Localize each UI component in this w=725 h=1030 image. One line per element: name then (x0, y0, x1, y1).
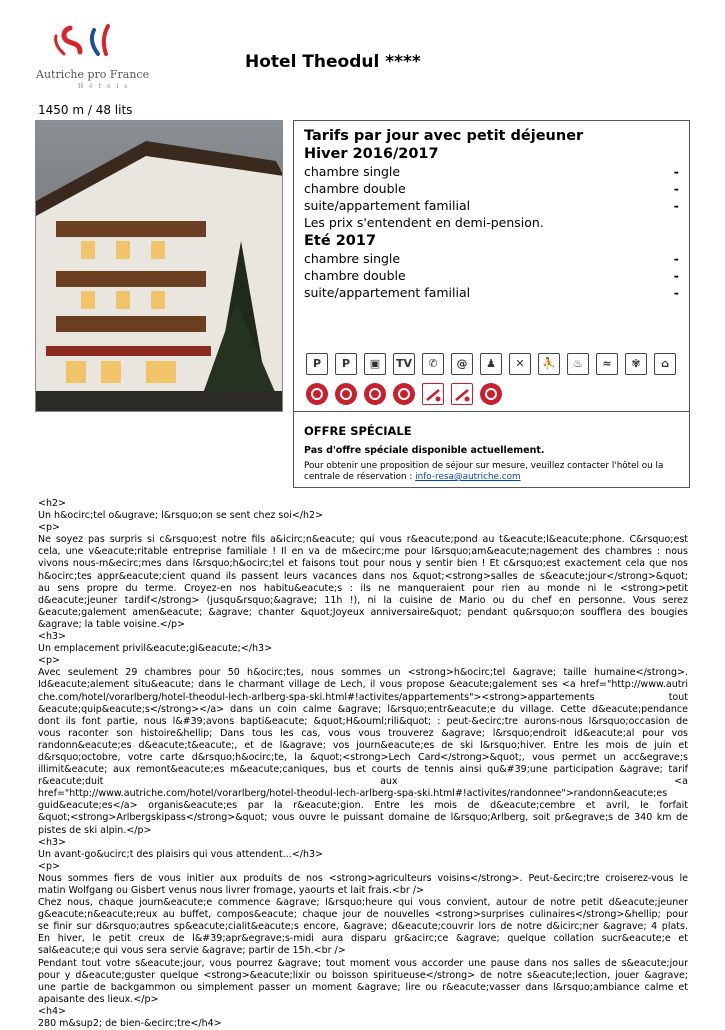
winter-rate-row (304, 198, 679, 213)
rates-panel (293, 120, 690, 412)
phone-icon: ✆ (422, 353, 444, 375)
rate-label: chambre double (304, 181, 406, 196)
body-line: <h3> (38, 836, 66, 848)
body-line: randonn&eacute;es d&eacute;t&eacute;, et de l&agrave; vos journ&eacute;es de ski l&rsquo;hiver. Entre les mois de juin et (38, 739, 688, 751)
rate-price: - (673, 268, 679, 283)
flag-logo-icon (50, 24, 130, 64)
body-line: illimit&eacute; aux remont&eacute;es m&eacute;caniques, bus et courts de tennis ainsi qu&#39;une participation &agrave; tarif (38, 764, 688, 776)
hotel-photo (35, 120, 283, 412)
body-line: href="http://www.autriche.com/hotel/vorarlberg/hotel-theodul-lech-arlberg-spa-ski.html#!activites/randonnee">randonn&eacute;es (38, 788, 668, 800)
body-line: &eacute;quip&eacute;s</strong></a> dans un coin calme &agrave; l&rsquo;entr&eacute;e du village. Cette d&eacute;pendance (38, 703, 688, 715)
body-line: &agrave; la table voisine.</p> (38, 618, 185, 630)
half-board-note: Les prix s'entendent en demi-pension. (304, 215, 544, 230)
body-line: <p> (38, 655, 60, 667)
internet-icon: @ (451, 353, 473, 375)
body-line: <h3> (38, 631, 66, 643)
body-line: pistes de ski alpin.</p> (38, 824, 152, 836)
body-line: <h2> (38, 498, 66, 509)
rates-title: Tarifs par jour avec petit déjeuner (304, 128, 584, 144)
parking-garage-icon: P (335, 353, 357, 375)
golf-icon (422, 383, 444, 405)
rate-label: chambre single (304, 251, 401, 266)
body-line: <h4> (38, 1005, 66, 1017)
winter-rate-row (304, 181, 679, 196)
body-line: Avec seulement 29 chambres pour 50 h&ocirc;tes, nous sommes un <strong>h&ocirc;tel &agrave; taille humaine</strong>. (38, 667, 688, 679)
body-line: vivons nous-m&ecirc;mes dans l&rsquo;h&ocirc;tel et faisons tout pour nous y sentir bien ! Et c&rsquo;est exactement cela que nos (38, 558, 688, 570)
body-line: Chez nous, chaque journ&eacute;e commence &agrave; l&rsquo;heure qui vous convient, autour de notre petit d&eacute;jeuner (38, 897, 688, 909)
body-line: &eacute;galement amen&eacute; &agrave; chanter &quot;Joyeux anniversaire&quot; pendant qu&rsquo;on soufflera des bougies (38, 606, 688, 618)
body-line: guid&eacute;es</a> organis&eacute;es par la r&eacute;gion. Entre les mois de d&eacute;cembre et avril, le forfait (38, 800, 688, 812)
summer-season-title: Eté 2017 (304, 233, 377, 249)
swimming-icon (335, 383, 357, 405)
summer-rate-row (304, 268, 679, 283)
body-line: <p> (38, 522, 60, 534)
rate-price: - (673, 251, 679, 266)
body-line: se finir sur d&rsquo;autres sp&eacute;cialit&eacute;s encore, &agrave; d&eacute;couvrir lors de notre d&icirc;ner &agrave; 4 plats. (38, 921, 688, 933)
reservation-email-link[interactable]: info-resa@autriche.com (415, 472, 521, 482)
body-line: matin Wolfgang ou Gisbert venus nous livrer fromage, yaourts et lait frais.<br /> (38, 885, 424, 896)
kids-icon: ♟ (480, 353, 502, 375)
winter-rate-row (304, 164, 679, 179)
body-line: vous raconter son histoire&hellip; Dans tous les cas, vous vous trouverez &agrave; l&rsquo;endroit id&eacute;al pour vos (38, 727, 688, 739)
body-line: En hiver, le petit creux de l&#39;apr&egrave;s-midi aura disparu gr&acirc;ce &agrave; quelque collation sucr&eacute;e et (38, 933, 688, 945)
body-line: <p> (38, 860, 60, 872)
body-line: sal&eacute;e qui vous sera servie &agrave; partir de 15h.<br /> (38, 945, 346, 957)
offer-status: Pas d'offre spéciale disponible actuellement. (304, 445, 545, 456)
rate-price: - (673, 285, 679, 300)
body-line: r&eacute;duit aux <a (38, 776, 688, 788)
brand-sub: H ô t e l s (78, 83, 130, 90)
description-raw-html (38, 498, 688, 1030)
offer-contact-text: Pour obtenir une proposition de séjour sur mesure, veuillez contacter l'hôtel ou la centrale de réservation : (304, 461, 664, 482)
body-line: Un avant-go&ucirc;t des plaisirs qui vous attendent...</h3> (38, 848, 324, 860)
body-line: d&eacute;jeuner tardif</strong> (jusqu&rsquo;&agrave; 11h !), ni la cuisine de Mario ou du chef en personne. Vous serez (38, 594, 688, 606)
body-line: che.com/hotel/vorarlberg/hotel-theodul-lech-arlberg-spa-ski.html#!activites/appartements"><strong>appartements tout (38, 691, 688, 703)
restaurant-icon: ✾ (625, 353, 647, 375)
tv-icon: TV (393, 353, 415, 375)
wellness-icon: ✕ (509, 353, 531, 375)
body-line: d&rsquo;octobre, votre carte d&rsquo;h&ocirc;te, la &quot;<strong>Lech Card</strong>&quot;, vous permet un acc&egrave;s (38, 751, 688, 763)
body-line: au sens propre du terme. Croyez-en nos habitu&eacute;s : ils ne manqueraient pour rien au monde ni le <strong>petit (38, 582, 688, 594)
body-line: Un h&ocirc;tel o&ugrave; l&rsquo;on se sent chez soi</h2> (38, 510, 324, 522)
brand-logo (30, 24, 150, 94)
altitude-capacity: 1450 m / 48 lits (38, 103, 133, 117)
offer-contact (304, 461, 674, 483)
sun-icon (306, 383, 328, 405)
body-line: pour y d&eacute;guster quelque <strong>&eacute;lixir ou boisson spiritueuse</strong> de notre s&eacute;lection, jouer &agrave; (38, 969, 688, 981)
bath-icon (364, 383, 386, 405)
house-icon: ⌂ (654, 353, 676, 375)
body-line: &quot;<strong>Arlbergskipass</strong>&quot; vous ouvre le puissant domaine de l&rsquo;Arlberg, soit pr&egrave;s de 340 km de (38, 812, 688, 824)
rate-label: chambre double (304, 268, 406, 283)
page-title: Hotel Theodul **** (245, 52, 421, 72)
summer-rate-row (304, 251, 679, 266)
body-line: g&eacute;n&eacute;reux au buffet, compos&eacute; chaque jour de nouvelles <strong>surprises culinaires</strong>&hellip; pour (38, 909, 688, 921)
body-line: Nous sommes fiers de vous initier aux produits de nos <strong>agriculteurs voisins</strong>. Peut-&ecirc;tre croiserez-vous le (38, 872, 688, 884)
elevator-icon: ▣ (364, 353, 386, 375)
body-line: dont ils font partie, nous l&#39;avons bapti&eacute; &quot;H&ouml;rili&quot; : peut-&ecirc;tre aurons-nous l&rsquo;occasion de (38, 715, 688, 727)
body-line: h&ocirc;tes appr&eacute;cient quand ils passent leurs vacances dans nos &quot;<strong>salles de s&eacute;jour</strong>&quot; (38, 570, 688, 582)
body-line: apaisante des lieux.</p> (38, 993, 159, 1005)
rate-label: suite/appartement familial (304, 198, 471, 213)
winter-season-title: Hiver 2016/2017 (304, 146, 439, 162)
rate-label: chambre single (304, 164, 401, 179)
ski-icon (451, 383, 473, 405)
body-line: une partie de backgammon ou simplement passer un moment &agrave; lire ou r&eacute;vasser dans l&rsquo;ambiance calme et (38, 981, 688, 993)
rate-label: suite/appartement familial (304, 285, 471, 300)
special-offer-panel (293, 412, 690, 488)
parking-icon: P (306, 353, 328, 375)
body-line: Ne soyez pas surpris si c&rsquo;est notre fils a&icirc;n&eacute; qui vous r&eacute;pond au t&eacute;l&eacute;phone. C&rsquo;est (38, 534, 688, 546)
mountain-icon (393, 383, 415, 405)
spa-icon: ≈ (596, 353, 618, 375)
body-line: Pendant tout votre s&eacute;jour, vous pourrez &agrave; tout moment vous accorder une pause dans nos salles de s&eacute;jour (38, 957, 688, 969)
body-line: Un emplacement privil&eacute;gi&eacute;</h3> (38, 643, 273, 655)
home-icon (480, 383, 502, 405)
offer-title: OFFRE SPÉCIALE (304, 424, 412, 438)
sauna-icon: ♨ (567, 353, 589, 375)
body-line: 280 m&sup2; de bien-&ecirc;tre</h4> (38, 1018, 222, 1030)
summer-rate-row (304, 285, 679, 300)
body-line: Id&eacute;alement situ&eacute; dans le charmant village de Lech, il vous propose &eacute;galement ses <a href="http://www.autri (38, 679, 688, 691)
rate-price: - (673, 181, 679, 196)
rate-price: - (673, 198, 679, 213)
fitness-icon: ⛹ (538, 353, 560, 375)
body-line: cela, une v&eacute;ritable entreprise familiale ! Il en va de m&ecirc;me pour l&rsquo;am&eacute;nagement des chambres : nous (38, 546, 688, 558)
rate-price: - (673, 164, 679, 179)
brand-name: Autriche pro France (36, 68, 150, 81)
